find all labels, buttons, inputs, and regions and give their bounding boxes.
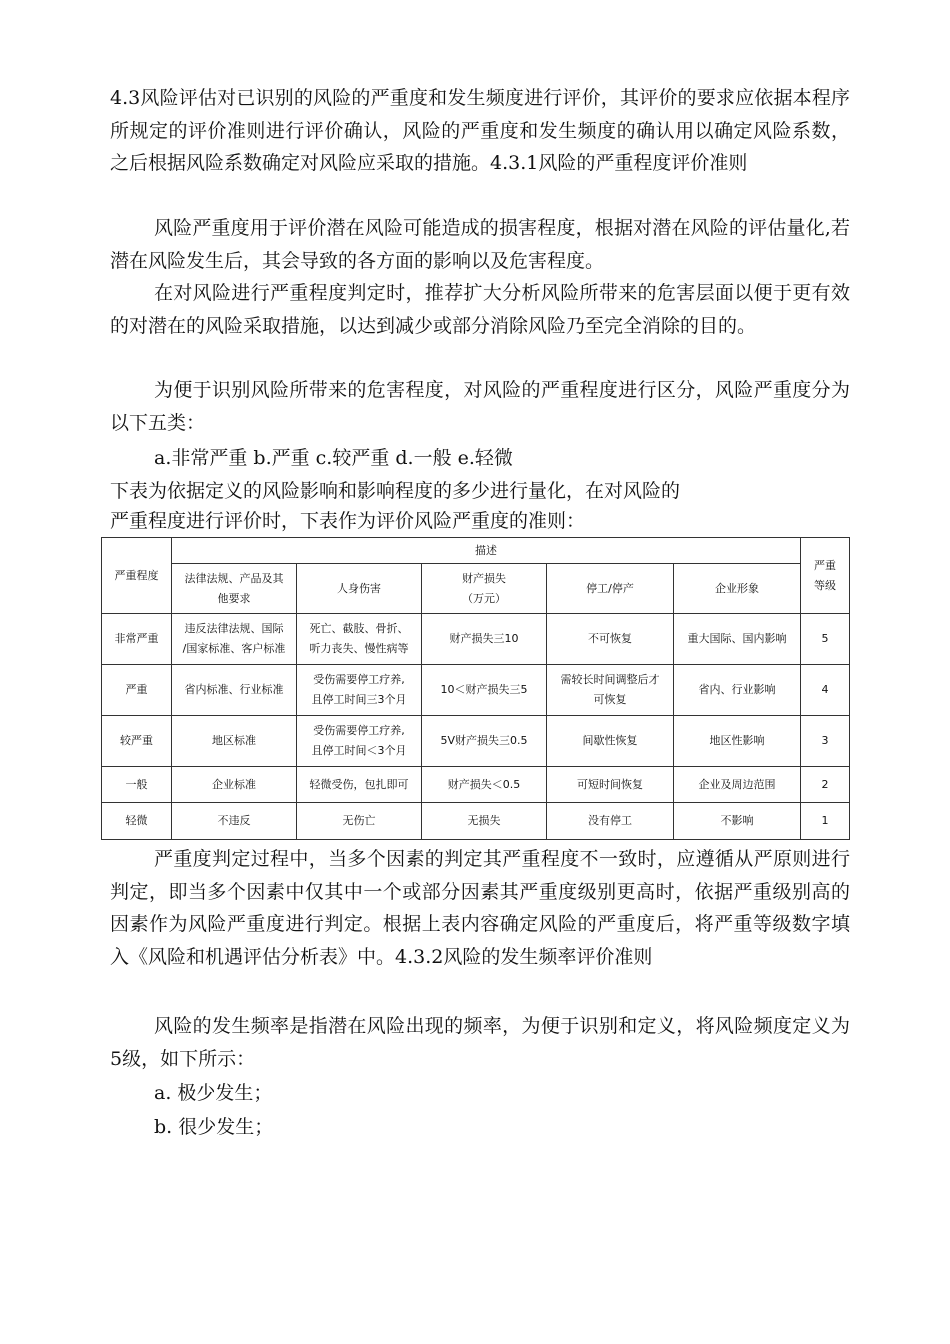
row-level: 非常严重 [102,614,172,665]
row-shutdown: 间歇性恢复 [547,716,674,767]
paragraph-severity-classes: 为便于识别风险所带来的危害程度，对风险的严重程度进行区分，风险严重度分为以下五类： [110,379,850,434]
row-shutdown: 没有停工 [547,803,674,840]
row-injury: 受伤需要停工疗养, 且停工时间三3个月 [297,665,422,716]
header-injury: 人身伤害 [297,564,422,614]
row-law: 不违反 [172,803,297,840]
row-grade: 1 [801,803,850,840]
table-row [102,803,850,840]
paragraph-4-3: 4.3风险评估对已识别的风险的严重度和发生频度进行评价，其评价的要求应依据本程序所规定的评价准则进行评价确认，风险的严重度和发生频度的确认用以确定风险系数，之后根据风险系数确定对风险应采取的措施。4.3.1风险的严重程度评价准则 [110,87,850,174]
row-loss: 5V财产损失三0.5 [422,716,547,767]
row-shutdown: 需较长时间调整后才 可恢复 [547,665,674,716]
row-loss: 财产损失＜0.5 [422,767,547,803]
row-level: 一般 [102,767,172,803]
header-severity-degree: 严重程度 [102,538,172,614]
row-loss: 财产损失三10 [422,614,547,665]
row-law: 企业标准 [172,767,297,803]
header-law: 法律法规、产品及其 他要求 [172,564,297,614]
row-injury: 轻微受伤，包扎即可 [297,767,422,803]
frequency-item-a: a. 极少发生； [154,1082,273,1104]
row-shutdown: 不可恢复 [547,614,674,665]
header-corporate-image: 企业形象 [674,564,801,614]
row-level: 严重 [102,665,172,716]
header-property-loss: 财产损失 （万元） [422,564,547,614]
row-grade: 5 [801,614,850,665]
row-grade: 2 [801,767,850,803]
row-image: 省内、行业影响 [674,665,801,716]
paragraph-severity-judgement: 在对风险进行严重程度判定时，推荐扩大分析风险所带来的危害层面以便于更有效的对潜在的风险采取措施，以达到减少或部分消除风险乃至完全消除的目的。 [110,282,850,337]
severity-criteria-table [101,537,850,840]
paragraph-severity-rule: 严重度判定过程中，当多个因素的判定其严重程度不一致时，应遵循从严原则进行判定，即当多个因素中仅其中一个或部分因素其严重度级别更高时，依据严重级别高的因素作为风险严重度进行判定。根据上表内容确定风险的严重度后，将严重等级数字填入《风险和机遇评估分析表》中。4.3.2风险的发生频率评价准则 [110,848,850,968]
paragraph-severity-definition: 风险严重度用于评价潜在风险可能造成的损害程度，根据对潜在风险的评估量化,若潜在风险发生后，其会导致的各方面的影响以及危害程度。 [110,217,850,272]
row-injury: 死亡、截肢、骨折、 听力丧失、慢性病等 [297,614,422,665]
row-loss: 10＜财产损失三5 [422,665,547,716]
row-level: 较严重 [102,716,172,767]
table-row [102,665,850,716]
row-law: 地区标准 [172,716,297,767]
row-law: 违反法律法规、国际 /国家标准、客户标准 [172,614,297,665]
header-description: 描述 [172,538,801,564]
row-loss: 无损失 [422,803,547,840]
row-grade: 3 [801,716,850,767]
row-image: 企业及周边范围 [674,767,801,803]
table-intro-line-1: 下表为依据定义的风险影响和影响程度的多少进行量化，在对风险的 [110,480,681,502]
frequency-item-b: b. 很少发生； [154,1116,274,1138]
severity-class-list: a.非常严重 b.严重 c.较严重 d.一般 e.轻微 [154,447,513,469]
row-shutdown: 可短时间恢复 [547,767,674,803]
row-law: 省内标准、行业标准 [172,665,297,716]
row-image: 不影响 [674,803,801,840]
row-level: 轻微 [102,803,172,840]
row-image: 地区性影响 [674,716,801,767]
header-shutdown: 停工/停产 [547,564,674,614]
row-grade: 4 [801,665,850,716]
row-injury: 受伤需要停工疗养, 且停工时间＜3个月 [297,716,422,767]
table-row [102,716,850,767]
paragraph-frequency-definition: 风险的发生频率是指潜在风险出现的频率，为便于识别和定义，将风险频度定义为5级，如下所示： [110,1015,850,1070]
header-severity-grade: 严重 等级 [801,538,850,614]
table-row [102,767,850,803]
table-intro-line-2: 严重程度进行评价时，下表作为评价风险严重度的准则： [110,510,586,532]
row-image: 重大国际、国内影响 [674,614,801,665]
row-injury: 无伤亡 [297,803,422,840]
table-row [102,614,850,665]
